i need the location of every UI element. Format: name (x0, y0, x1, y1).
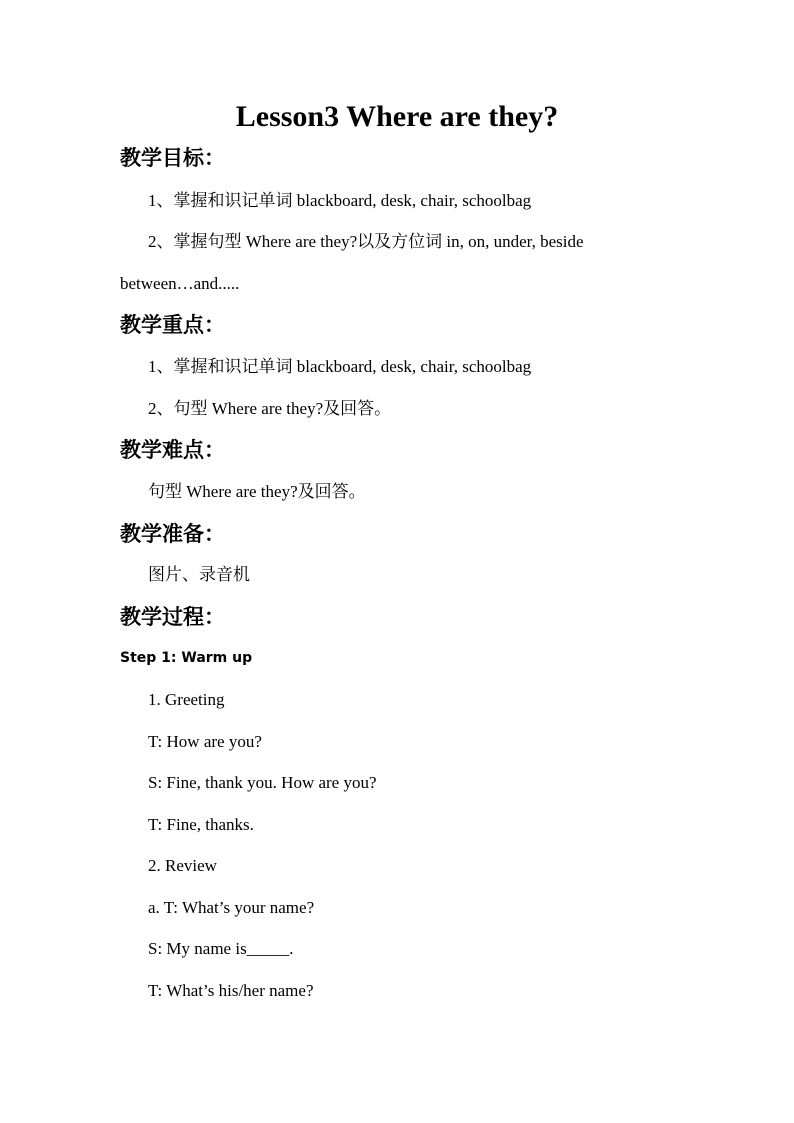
key-points-line-1: 1、掌握和识记单词 blackboard, desk, chair, schoolbag (148, 357, 532, 376)
difficulties-line-1: 句型 Where are they?及回答。 (148, 482, 366, 501)
difficulties-heading: 教学难点： (120, 438, 225, 462)
objectives-line-1: 1、掌握和识记单词 blackboard, desk, chair, schoolbag (148, 191, 532, 210)
process-line: T: How are you? (148, 732, 262, 751)
objectives-line-2: 2、掌握句型 Where are they?以及方位词 in, on, under, beside (148, 232, 584, 251)
process-line: T: Fine, thanks. (148, 815, 254, 834)
preparation-line-1: 图片、录音机 (148, 565, 250, 584)
process-line: 2. Review (148, 856, 217, 875)
objectives-line-2-continued: between…and..... (120, 274, 240, 293)
process-heading: 教学过程： (120, 605, 225, 629)
preparation-heading: 教学准备： (120, 522, 225, 546)
page-title: Lesson3 Where are they? (235, 100, 559, 133)
objectives-heading: 教学目标： (120, 146, 225, 170)
process-line: S: My name is_____. (148, 939, 294, 958)
key-points-line-2: 2、句型 Where are they?及回答。 (148, 399, 392, 418)
step-1-heading: Step 1: Warm up (120, 650, 253, 666)
process-line: T: What’s his/her name? (148, 981, 314, 1000)
key-points-heading: 教学重点： (120, 313, 225, 337)
process-line: S: Fine, thank you. How are you? (148, 773, 377, 792)
process-line: 1. Greeting (148, 690, 225, 709)
process-line: a. T: What’s your name? (148, 898, 315, 917)
